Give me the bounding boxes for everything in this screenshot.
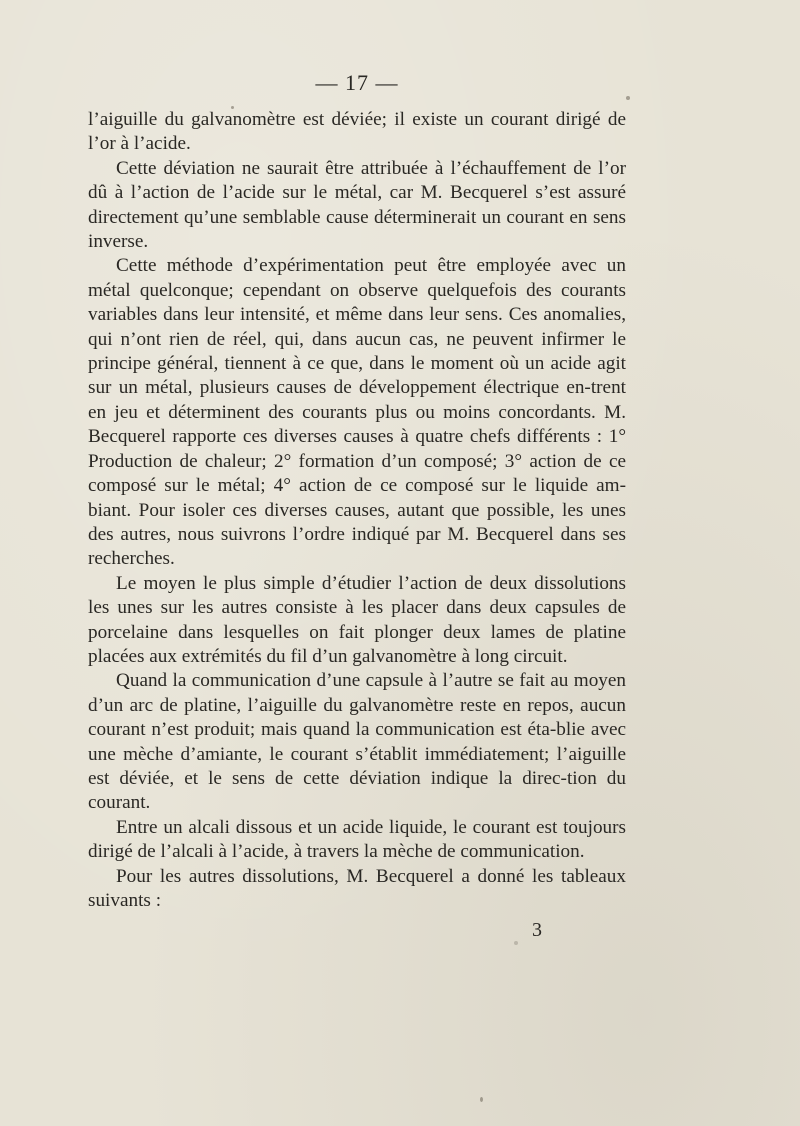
paragraph-5: Quand la communication d’une capsule à l’autre se fait au moyen d’un arc de platine, l’aiguille du galvanomètre reste en repos, aucun courant n’est produit; mais quand la communication est éta-blie avec une mèche d’amiante, le courant s’établit immédiatement; l’aiguille est déviée, et le sens de cette déviation indique la direc-tion du courant. — [88, 670, 626, 814]
paragraph-1: l’aiguille du galvanomètre est déviée; il existe un courant dirigé de l’or à l’acide. — [88, 109, 626, 155]
paragraph-7: Pour les autres dissolutions, M. Becquerel a donné les tableaux suivants : — [88, 865, 626, 911]
paper-speck — [514, 941, 518, 945]
paragraph-2: Cette déviation ne saurait être attribuée à l’échauffement de l’or dû à l’action de l’acide sur le métal, car M. Becquerel s’est assuré directement qu’une semblable cause déterminerait un courant en sens inverse. — [88, 157, 626, 253]
paper-speck — [480, 1097, 483, 1102]
paragraph-4: Le moyen le plus simple d’étudier l’action de deux dissolutions les unes sur les autres consiste à les placer dans deux capsules de porcelaine dans lesquelles on fait plonger deux lames de platine placées aux extrémités du fil d’un galvanomètre à long circuit. — [88, 572, 626, 667]
body-text — [88, 108, 626, 913]
page-number: — 17 — — [315, 70, 399, 95]
signature-mark: 3 — [532, 919, 542, 941]
paragraph-3: Cette méthode d’expérimentation peut être employée avec un métal quelconque; cependant on observe quelquefois des courants variables dans leur intensité, et même dans leur sens. Ces anomalies, qui n’ont rien de réel, qui, dans aucun cas, ne peuvent infirmer le principe général, tiennent à ce que, dans le moment où un acide agit sur un métal, plusieurs causes de développement électrique en-trent en jeu et déterminent des courants plus ou moins concordants. M. Becquerel rapporte ces diverses causes à quatre chefs différents : 1° Production de chaleur; 2° formation d’un composé; 3° action de ce composé sur le métal; 4° action de ce composé sur le liquide am-biant. Pour isoler ces diverses causes, autant que possible, les unes des autres, nous suivrons l’ordre indiqué par M. Becquerel dans ses recherches. — [88, 255, 626, 570]
paper-speck — [231, 106, 234, 109]
paragraph-6: Entre un alcali dissous et un acide liquide, le courant est toujours dirigé de l’alcali à l’acide, à travers la mèche de communication. — [88, 816, 626, 863]
paper-speck — [626, 96, 630, 100]
